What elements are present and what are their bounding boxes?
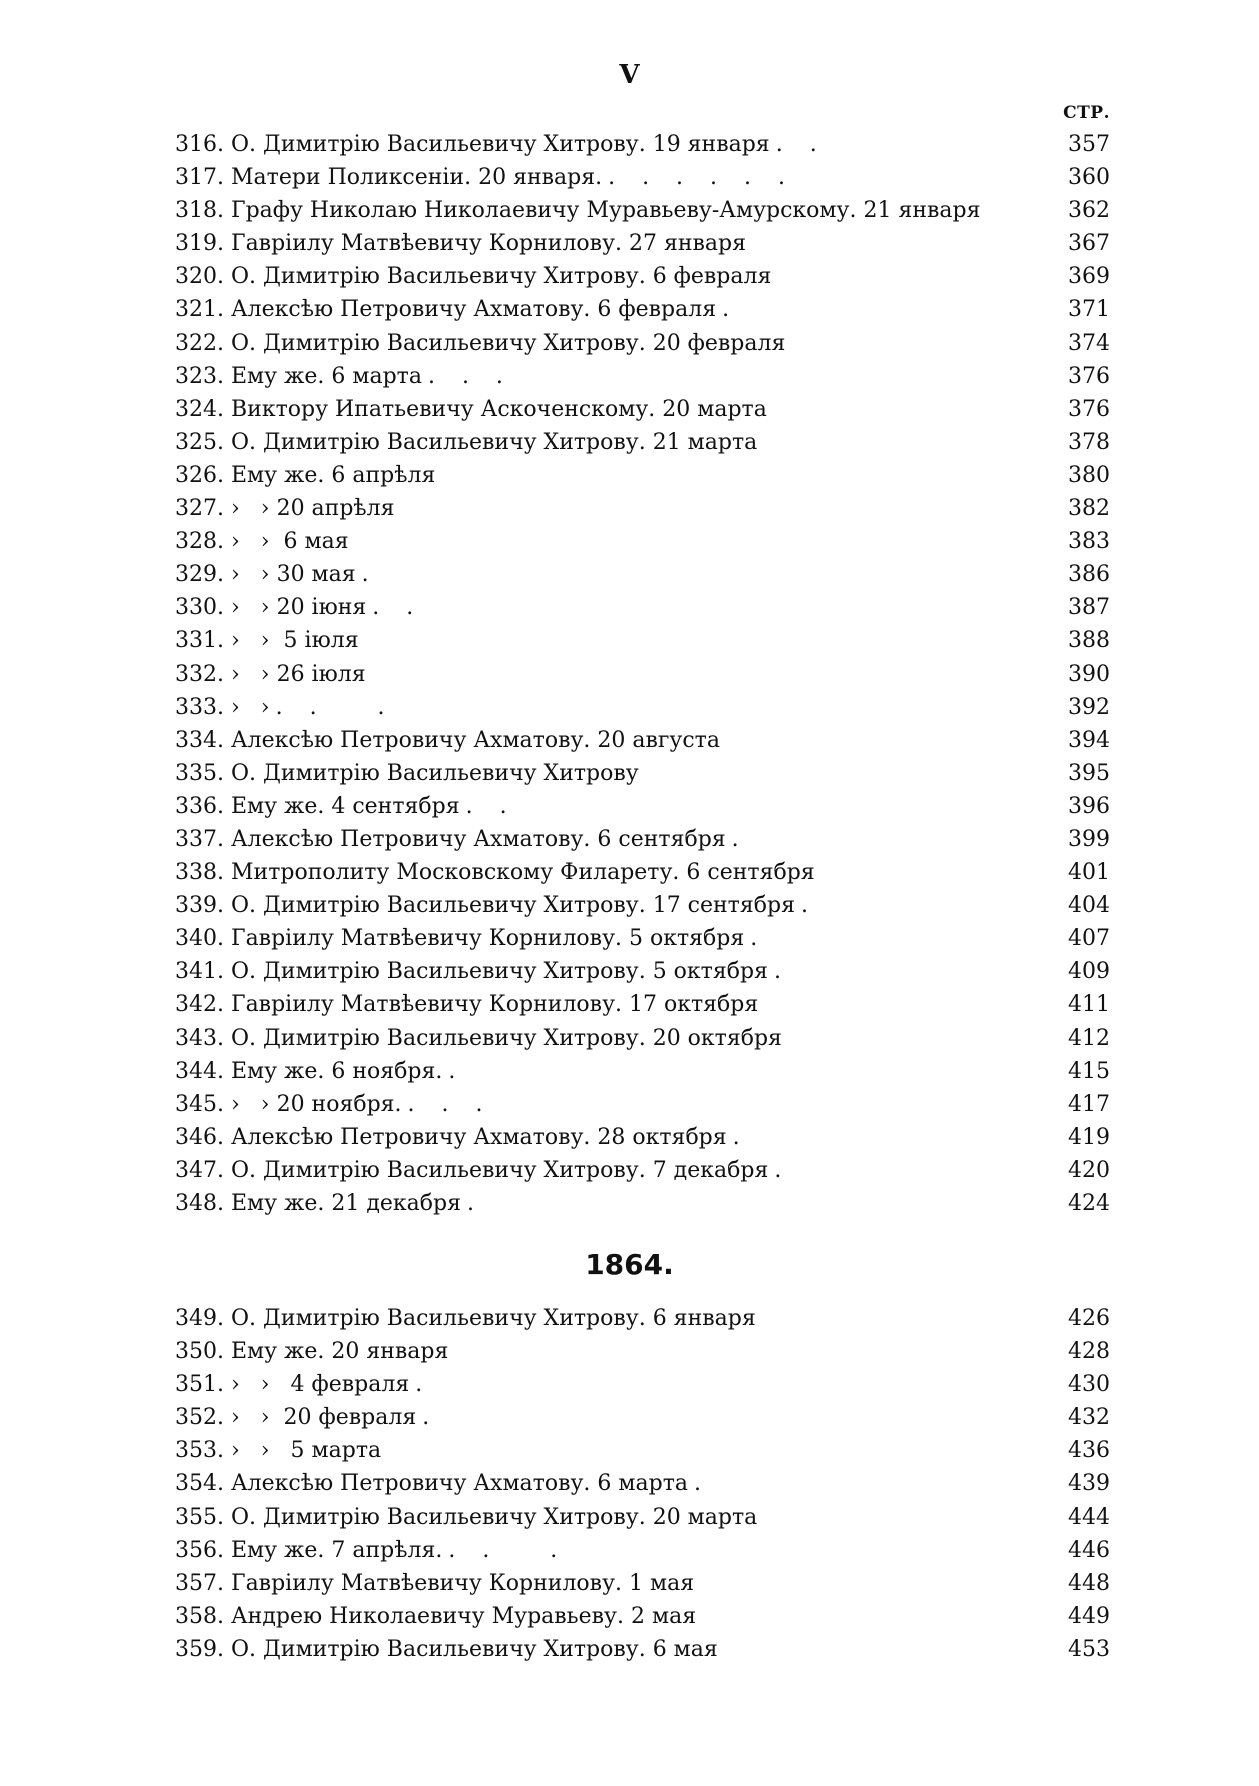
toc-entry bbox=[175, 790, 1110, 823]
entry-page-number: 446 bbox=[1068, 1537, 1110, 1563]
entry-number: 335. bbox=[175, 760, 224, 786]
entry-title: О. Димитрію Васильевичу Хитрову. 20 октября bbox=[231, 1025, 782, 1051]
entry-title: О. Димитрію Васильевичу Хитрову. 20 марта bbox=[231, 1504, 758, 1530]
toc-entry bbox=[175, 922, 1110, 955]
entry-number: 351. bbox=[175, 1372, 224, 1398]
entry-title: Митрополиту Московскому Филарету. 6 сентября bbox=[231, 860, 815, 886]
entry-title: Ему же. 21 декабря bbox=[231, 1191, 461, 1216]
entry-number: 359. bbox=[175, 1636, 224, 1662]
entry-title: Ему же. 6 ноября. bbox=[231, 1058, 443, 1084]
toc-entry bbox=[175, 1567, 1110, 1600]
toc-entry bbox=[175, 1401, 1110, 1434]
toc-entry bbox=[175, 823, 1110, 856]
entry-number: 333. bbox=[175, 694, 224, 720]
entry-number: 328. bbox=[175, 529, 224, 555]
entry-number: 318. bbox=[175, 198, 224, 224]
entry-title: › › 20 ноября. bbox=[231, 1091, 402, 1117]
entry-number: 325. bbox=[175, 429, 224, 455]
entry-number: 319. bbox=[175, 231, 224, 257]
entry-title: Андрею Николаевичу Муравьеву. 2 мая bbox=[231, 1603, 697, 1629]
entry-number: 343. bbox=[175, 1025, 224, 1051]
entry-page-number: 420 bbox=[1068, 1157, 1110, 1183]
entry-number: 334. bbox=[175, 727, 224, 753]
entry-page-number: 392 bbox=[1068, 694, 1110, 720]
entry-number: 332. bbox=[175, 661, 224, 687]
entry-title: О. Димитрію Васильевичу Хитрову. 20 февраля bbox=[231, 330, 786, 356]
entry-page-number: 390 bbox=[1068, 661, 1110, 687]
toc-section-1864 bbox=[175, 1302, 1110, 1666]
toc-entry bbox=[175, 393, 1110, 426]
entry-title: О. Димитрію Васильевичу Хитрову. 6 февраля bbox=[231, 264, 772, 290]
entry-leader-dots: . . . bbox=[275, 694, 395, 720]
toc-section-1863 bbox=[175, 128, 1110, 1220]
entry-title: О. Димитрію Васильевичу Хитрову. 5 октября bbox=[231, 959, 768, 985]
entry-leader-dots: . bbox=[466, 1191, 484, 1216]
entry-page-number: 401 bbox=[1068, 860, 1110, 886]
entry-title: › › 20 апрѣля bbox=[231, 496, 395, 522]
entry-title: Алексѣю Петровичу Ахматову. 6 марта bbox=[231, 1471, 688, 1497]
entry-number: 322. bbox=[175, 330, 224, 356]
entry-number: 326. bbox=[175, 462, 224, 488]
entry-page-number: 436 bbox=[1068, 1438, 1110, 1464]
entry-title: › › 26 іюля bbox=[231, 661, 366, 687]
entry-number: 317. bbox=[175, 165, 224, 191]
entry-page-number: 360 bbox=[1068, 165, 1110, 191]
entry-page-number: 396 bbox=[1068, 793, 1110, 819]
entry-page-number: 430 bbox=[1068, 1372, 1110, 1398]
entry-number: 321. bbox=[175, 297, 224, 323]
entry-leader-dots: . . . bbox=[427, 363, 513, 389]
entry-page-number: 395 bbox=[1068, 760, 1110, 786]
entry-page-number: 367 bbox=[1068, 231, 1110, 257]
entry-title: Гавріилу Матвѣевичу Корнилову. 1 мая bbox=[231, 1570, 695, 1596]
entry-leader-dots: . bbox=[800, 893, 818, 919]
entry-title: › › bbox=[231, 694, 270, 720]
entry-page-number: 409 bbox=[1068, 959, 1110, 985]
toc-entry bbox=[175, 293, 1110, 326]
entry-number: 329. bbox=[175, 562, 224, 588]
toc-entry bbox=[175, 724, 1110, 757]
entry-number: 341. bbox=[175, 959, 224, 985]
entry-number: 348. bbox=[175, 1191, 224, 1216]
entry-number: 323. bbox=[175, 363, 224, 389]
toc-entry bbox=[175, 360, 1110, 393]
entry-title: › › 20 февраля bbox=[231, 1405, 417, 1431]
entry-title: Гавріилу Матвѣевичу Корнилову. 27 января bbox=[231, 231, 746, 257]
entry-number: 350. bbox=[175, 1339, 224, 1365]
entry-leader-dots: . . bbox=[372, 595, 424, 621]
entry-title: › › 5 марта bbox=[231, 1438, 382, 1464]
entry-number: 338. bbox=[175, 860, 224, 886]
entry-leader-dots: . bbox=[694, 1471, 711, 1497]
toc-entry bbox=[175, 1022, 1110, 1055]
entry-title: Гавріилу Матвѣевичу Корнилову. 17 октября bbox=[231, 992, 759, 1018]
entry-title: Алексѣю Петровичу Ахматову. 6 февраля bbox=[231, 297, 717, 323]
toc-entry bbox=[175, 1600, 1110, 1633]
entry-page-number: 378 bbox=[1068, 429, 1110, 455]
entry-leader-dots: . . . bbox=[448, 1537, 568, 1563]
page-number: V bbox=[619, 60, 640, 90]
toc-entry bbox=[175, 889, 1110, 922]
entry-number: 337. bbox=[175, 826, 224, 852]
entry-title: Виктору Ипатьевичу Аскоченскому. 20 марта bbox=[231, 396, 767, 422]
entry-page-number: 362 bbox=[1068, 198, 1110, 224]
entry-leader-dots: . . . bbox=[407, 1091, 493, 1117]
entry-page-number: 419 bbox=[1068, 1124, 1110, 1150]
toc-entry bbox=[175, 327, 1110, 360]
entry-title: › › 30 мая bbox=[231, 562, 356, 588]
entry-page-number: 426 bbox=[1068, 1306, 1110, 1331]
entry-page-number: 371 bbox=[1068, 297, 1110, 323]
entry-number: 339. bbox=[175, 893, 224, 919]
entry-number: 324. bbox=[175, 396, 224, 422]
toc-entry bbox=[175, 691, 1110, 724]
toc-entry bbox=[175, 1121, 1110, 1154]
entry-page-number: 357 bbox=[1068, 132, 1110, 157]
entry-page-number: 412 bbox=[1068, 1025, 1110, 1051]
entry-page-number: 382 bbox=[1068, 496, 1110, 522]
toc-entry bbox=[175, 1434, 1110, 1467]
entry-page-number: 387 bbox=[1068, 595, 1110, 621]
entry-number: 340. bbox=[175, 926, 224, 952]
entry-title: О. Димитрію Васильевичу Хитрову. 21 марта bbox=[231, 429, 758, 455]
toc-entry bbox=[175, 955, 1110, 988]
entry-page-number: 376 bbox=[1068, 396, 1110, 422]
toc-entry bbox=[175, 260, 1110, 293]
entry-number: 357. bbox=[175, 1570, 224, 1596]
entry-title: О. Димитрію Васильевичу Хитрову. 19 января bbox=[231, 132, 770, 157]
entry-page-number: 448 bbox=[1068, 1570, 1110, 1596]
page-column-label: СТР. bbox=[1063, 103, 1110, 123]
entry-leader-dots: . bbox=[732, 1124, 750, 1150]
entry-number: 344. bbox=[175, 1058, 224, 1084]
entry-leader-dots: . . bbox=[775, 132, 827, 157]
toc-entry bbox=[175, 624, 1110, 657]
toc-entry bbox=[175, 1154, 1110, 1187]
entry-title: › › 5 іюля bbox=[231, 628, 359, 654]
entry-title: › › 4 февраля bbox=[231, 1372, 410, 1398]
entry-title: Гавріилу Матвѣевичу Корнилову. 5 октября bbox=[231, 926, 745, 952]
toc-entry bbox=[175, 1467, 1110, 1500]
entry-number: 327. bbox=[175, 496, 224, 522]
entry-page-number: 439 bbox=[1068, 1471, 1110, 1497]
entry-page-number: 383 bbox=[1068, 529, 1110, 555]
entry-page-number: 415 bbox=[1068, 1058, 1110, 1084]
entry-leader-dots: . bbox=[448, 1058, 466, 1084]
toc-entry bbox=[175, 194, 1110, 227]
toc-entry bbox=[175, 492, 1110, 525]
entry-page-number: 374 bbox=[1068, 330, 1110, 356]
entry-leader-dots: . . . . . . bbox=[608, 165, 796, 191]
toc-entry bbox=[175, 1534, 1110, 1567]
toc-entry bbox=[175, 1055, 1110, 1088]
entry-leader-dots: . bbox=[415, 1372, 433, 1398]
entry-page-number: 444 bbox=[1068, 1504, 1110, 1530]
toc-entry bbox=[175, 1633, 1110, 1666]
entry-number: 352. bbox=[175, 1405, 224, 1431]
entry-page-number: 399 bbox=[1068, 826, 1110, 852]
entry-number: 331. bbox=[175, 628, 224, 654]
entry-leader-dots: . . bbox=[465, 793, 517, 819]
toc-entry bbox=[175, 558, 1110, 591]
entry-number: 358. bbox=[175, 1603, 224, 1629]
entry-page-number: 411 bbox=[1068, 992, 1110, 1018]
entry-title: › › 20 іюня bbox=[231, 595, 367, 621]
entry-page-number: 380 bbox=[1068, 462, 1110, 488]
entry-number: 320. bbox=[175, 264, 224, 290]
toc-entry bbox=[175, 128, 1110, 161]
toc-entry bbox=[175, 1187, 1110, 1220]
entry-leader-dots: . bbox=[361, 562, 379, 588]
entry-page-number: 432 bbox=[1068, 1405, 1110, 1431]
entry-number: 342. bbox=[175, 992, 224, 1018]
year-heading-1864: 1864. bbox=[585, 1248, 674, 1281]
toc-entry bbox=[175, 757, 1110, 790]
toc-entry bbox=[175, 1368, 1110, 1401]
entry-page-number: 417 bbox=[1068, 1091, 1110, 1117]
entry-number: 347. bbox=[175, 1157, 224, 1183]
entry-number: 349. bbox=[175, 1306, 224, 1331]
toc-entry bbox=[175, 459, 1110, 492]
entry-leader-dots: . bbox=[750, 926, 768, 952]
entry-leader-dots: . bbox=[722, 297, 740, 323]
entry-title: Графу Николаю Николаевичу Муравьеву-Амурскому. 21 января bbox=[231, 198, 981, 224]
entry-title: Алексѣю Петровичу Ахматову. 28 октября bbox=[231, 1124, 727, 1150]
toc-entry bbox=[175, 525, 1110, 558]
toc-entry bbox=[175, 1501, 1110, 1534]
entry-number: 336. bbox=[175, 793, 224, 819]
toc-entry bbox=[175, 856, 1110, 889]
entry-page-number: 428 bbox=[1068, 1339, 1110, 1365]
entry-title: › › 6 мая bbox=[231, 529, 349, 555]
entry-title: Матери Поликсеніи. 20 января. bbox=[231, 165, 603, 191]
entry-title: Ему же. 4 сентября bbox=[231, 793, 460, 819]
toc-entry bbox=[175, 1088, 1110, 1121]
entry-leader-dots: . bbox=[773, 959, 791, 985]
entry-title: Алексѣю Петровичу Ахматову. 20 августа bbox=[231, 727, 720, 753]
entry-page-number: 386 bbox=[1068, 562, 1110, 588]
entry-leader-dots: . bbox=[422, 1405, 440, 1431]
entry-page-number: 394 bbox=[1068, 727, 1110, 753]
entry-number: 355. bbox=[175, 1504, 224, 1530]
toc-entry bbox=[175, 988, 1110, 1021]
toc-entry bbox=[175, 1302, 1110, 1335]
entry-page-number: 376 bbox=[1068, 363, 1110, 389]
entry-page-number: 404 bbox=[1068, 893, 1110, 919]
entry-number: 354. bbox=[175, 1471, 224, 1497]
entry-leader-dots: . bbox=[774, 1157, 792, 1183]
entry-title: Ему же. 6 марта bbox=[231, 363, 422, 389]
toc-entry bbox=[175, 161, 1110, 194]
entry-title: О. Димитрію Васильевичу Хитрову. 7 декабря bbox=[231, 1157, 769, 1183]
toc-entry bbox=[175, 227, 1110, 260]
entry-number: 356. bbox=[175, 1537, 224, 1563]
toc-entry bbox=[175, 426, 1110, 459]
entry-title: Ему же. 7 апрѣля. bbox=[231, 1537, 443, 1563]
entry-page-number: 407 bbox=[1068, 926, 1110, 952]
entry-title: Алексѣю Петровичу Ахматову. 6 сентября bbox=[231, 826, 726, 852]
entry-leader-dots: . bbox=[731, 826, 749, 852]
entry-title: О. Димитрію Васильевичу Хитрову. 6 января bbox=[231, 1306, 756, 1331]
entry-number: 316. bbox=[175, 132, 224, 157]
entry-title: О. Димитрію Васильевичу Хитрову bbox=[231, 760, 639, 786]
entry-page-number: 369 bbox=[1068, 264, 1110, 290]
toc-entry bbox=[175, 591, 1110, 624]
entry-number: 345. bbox=[175, 1091, 224, 1117]
entry-page-number: 453 bbox=[1068, 1636, 1110, 1662]
entry-page-number: 449 bbox=[1068, 1603, 1110, 1629]
entry-page-number: 424 bbox=[1068, 1191, 1110, 1216]
entry-number: 353. bbox=[175, 1438, 224, 1464]
entry-title: О. Димитрію Васильевичу Хитрову. 6 мая bbox=[231, 1636, 718, 1662]
entry-page-number: 388 bbox=[1068, 628, 1110, 654]
toc-entry bbox=[175, 658, 1110, 691]
entry-number: 330. bbox=[175, 595, 224, 621]
toc-entry bbox=[175, 1335, 1110, 1368]
entry-number: 346. bbox=[175, 1124, 224, 1150]
entry-title: Ему же. 6 апрѣля bbox=[231, 462, 436, 488]
entry-title: Ему же. 20 января bbox=[231, 1339, 449, 1365]
entry-title: О. Димитрію Васильевичу Хитрову. 17 сентября bbox=[231, 893, 795, 919]
